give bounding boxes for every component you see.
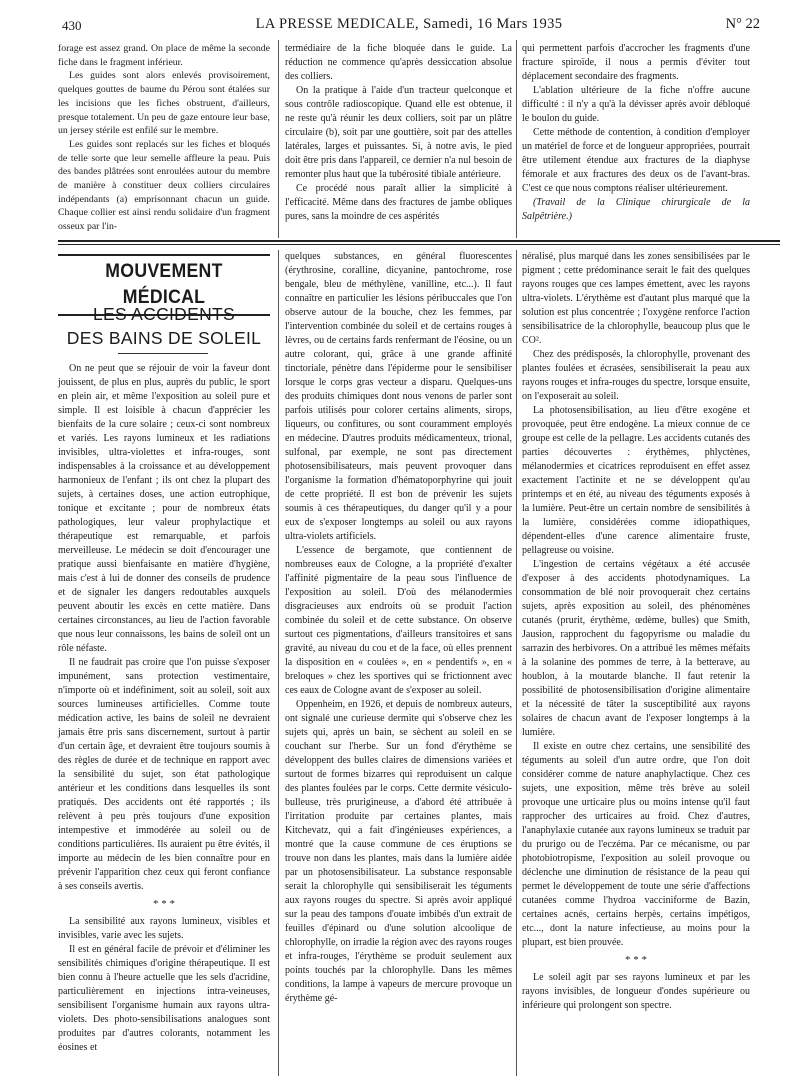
paragraph: néralisé, plus marqué dans les zones sensibilisées par le pigment ; cette prédominance serait le fait des quelques rayons rouges que ces lampes émettent, avec les rayons ultra-violets. L'érythème est d'autant plus marqué que la solution est plus concentrée ; l'oxygène renforce l'action sensibilisatrice de la chlorophylle, beaucoup plus que le CO². (522, 251, 750, 346)
paragraph: Le soleil agit par ses rayons lumineux et par les rayons invisibles, de longueur d'ondes supérieure ou inférieure qui prolongent son spectre. (522, 972, 750, 1011)
paragraph: Les guides sont replacés sur les fiches et bloqués de telle sorte que leur semelle affleure la peau. Puis des bandes plâtrées sont enroulées autour du membre de manière à constituer deux colliers circulaires indépendants (a) emprisonnant chacun un guide. Chaque collier est ainsi rendu solidaire d'un fragment osseux par l'in- (58, 138, 270, 233)
paragraph: Il existe en outre chez certains, une sensibilité des téguments au soleil d'un autre ordre, que l'on doit considérer comme de nature anaphylactique. Chez ces sujets, une exposition, même très brève au soleil provoque une urticaire plus ou moins intense qu'il faut rapprocher des urticaires au froid. Chez d'autres, l'anaphylaxie cutanée aux rayons lumineux se traduit par du prurigo ou de l'eczéma. Par ce mécanisme, ou par photobiotropisme, l'exposition au soleil provoque ou déclenche une diminution de résistance de la peau qui permet le développement de toute une série d'affections cutanées comme l'hydroa vacciniforme de Bazin, certaines acnés, certains herpès, certains impétigos, etc..., dont la nature infectieuse, au moins pour la plupart, est bien prouvée. (522, 741, 750, 948)
paragraph: La sensibilité aux rayons lumineux, visibles et invisibles, varie avec les sujets. (58, 916, 270, 941)
paragraph: Il est en général facile de prévoir et d'éliminer les sensibilités chimiques d'origine thérapeutique. Il est bien connu à l'heure actuelle que les sels d'acridine, particulièrement en injections intra-veineuses, sensibilisent l'organisme humain aux rayons ultra-violets. Des photo-sensibilisations analogues sont produites par d'autres colorants, notamment les éosines et (58, 944, 270, 1053)
running-head (58, 12, 760, 34)
article-title (58, 302, 270, 350)
paragraph: forage est assez grand. On place de même la seconde fiche dans le fragment inférieur. (58, 43, 270, 68)
section-separator-stars: * * * (153, 898, 175, 910)
top-article-column-3 (522, 42, 750, 224)
paragraph: On ne peut que se réjouir de voir la faveur dont jouissent, de plus en plus, auprès du public, le sport en plein air, et même l'exposition au soleil pure et simple. Il est loisible à chacun d'apprécier les bienfaits de la cure solaire ; ceux-ci sont nombreux et variés. Les rayons lumineux et les radiations invisibles, ultra-violettes et infra-rouges, sont indispensables à la croissance et au développement harmonieux de l'enfant ; ils ont chez la plupart des sujets, à certaines doses, une action eutrophique, tonique et excitante ; pour de nombreux états pathologiques, leur valeur prophylactique et thérapeutique est remarquable, et parfois merveilleuse. Le médecin se doit d'encourager une pratique aussi bienfaisante en matière d'hygiène, mais c'est à lui de donner des conseils de prudence et de signaler les dangers redoutables auxquels peuvent aboutir les excès en cette matière. Dans certaines circonstances, au lieu de l'action favorable que nous leur connaissons, les bains de soleil ont un rôle néfaste. (58, 363, 270, 654)
page-number: 430 (62, 18, 82, 33)
section-separator-stars: * * * (625, 954, 647, 966)
paragraph: Oppenheim, en 1926, et depuis de nombreux auteurs, ont signalé une curieuse dermite qui s'observe chez les sujets qui, après un bain, se sèchent au soleil en se couchant sur l'herbe. Sur un fond d'érythème se développent des bulles claires de dimensions variées et surtout de formes bizarres qui reproduisent un calque des plantes foulées par le corps. Cette dermite vésiculo-bulleuse, très prurigineuse, a d'abord été attribuée à l'irritation produite par certaines plantes, mais Kitchevatz, qui a fait d'ingénieuses expériences, a montré que la cause commune de ces éruptions se trouve non dans les plantes, mais dans la lumière aidée par un photosensibilisateur. La substance responsable serait la chlorophylle qui sensibiliserait les téguments aux rayons rouges du spectre. Si après avoir appliqué sur la peau des tampons d'ouate imbibés d'un extrait de feuilles d'épinard ou d'une solution alcoolique de chlorophylle, on irradie la région avec des rayons rouges et infra-rouges, l'érythème se produit seulement aux points touchés par la chlorophylle. Dans les mêmes conditions, la lampe à vapeurs de mercure provoque un érythème gé- (285, 699, 512, 1004)
paragraph: Ce procédé nous paraît allier la simplicité à l'efficacité. Même dans des fractures de jambe obliques pures, sans la moindre de ces aspérités (285, 183, 512, 222)
article-column-1 (58, 362, 270, 1055)
paragraph: L'essence de bergamote, que contiennent de nombreuses eaux de Cologne, a la propriété d'exalter l'affinité pigmentaire de la peau sous l'influence de l'exposition au soleil. D'où des mélanodermies disgracieuses aux endroits où se produit l'action combinée du soleil et de cette substance. On observe surtout ces pigmentations, d'ailleurs transitoires et sans gravité, au niveau du cou et de la face, où elles prennent la disposition en « coulées », en « pendentifs », en « breloques » chez les sportives qui se frictionnent avec ces eaux de Cologne avant de s'exposer au soleil. (285, 545, 512, 696)
column-divider (278, 40, 279, 238)
article-credit: (Travail de la Clinique chirurgicale de la Salpêtrière.) (522, 197, 750, 222)
paragraph: qui permettent parfois d'accrocher les fragments d'une fracture spiroïde, il nous a permis d'éviter tout déplacement secondaire des fragments. (522, 43, 750, 82)
paragraph: On la pratique à l'aide d'un tracteur quelconque et sous contrôle radioscopique. Quand elle est obtenue, il ne reste qu'à réunir les deux colliers, soit par un plâtre circulaire (b), soit par une gouttière, soit par des attelles latérales, larges et puissantes. Si, à notre avis, le pied doit être pris dans l'appareil, ce dernier n'a nul besoin de remonter plus haut que la tubérosité tibiale antérieure. (285, 85, 512, 180)
issue-number: N° 22 (725, 16, 760, 32)
top-article-column-2 (285, 42, 512, 224)
paragraph: L'ablation ultérieure de la fiche n'offre aucune difficulté : il n'y a qu'à la dévisser après avoir débloqué le boulon du guide. (522, 85, 750, 124)
article-title-line-1: LES ACCIDENTS (93, 304, 235, 324)
paragraph: Cette méthode de contention, à condition d'employer un matériel de force et de longueur appropriées, pourrait être utilement étendue aux fractures de la diaphyse fémorale et aux fractures des deux os de l'avant-bras. C'est ce que nous comptons réaliser ultérieurement. (522, 127, 750, 194)
top-article-column-1 (58, 42, 270, 234)
paragraph: termédiaire de la fiche bloquée dans le guide. La réduction ne commence qu'après dessiccation absolue des colliers. (285, 43, 512, 82)
title-rule (118, 353, 208, 354)
column-divider (278, 250, 279, 1076)
column-divider (516, 250, 517, 1076)
article-column-2 (285, 250, 512, 1006)
article-column-3 (522, 250, 750, 1013)
section-rule (58, 240, 780, 242)
column-divider (516, 40, 517, 238)
paragraph: Chez des prédisposés, la chlorophylle, provenant des plantes foulées et écrasées, sensibiliserait la peau aux rayons rouges et infra-rouges du spectre, lorsque ensuite, on l'exposerait au soleil. (522, 349, 750, 402)
rubric-title: MOUVEMENT MÉDICAL (105, 261, 223, 308)
paragraph: La photosensibilisation, au lieu d'être exogène et provoquée, peut être endogène. La mieux connue de ce groupe est celle de la pellagre. Les accidents cutanés des parties découvertes : érythèmes, phlyctènes, mélanodermies et cicatrices reproduisent en effet assez exactement l'actinite et ne se développent qu'au printemps et en été, au niveau des téguments exposés à la lumière. Peut-être un certain nombre de sensibilités à la lumière, considérées comme idiopathiques, dépendent-elles d'une carence alimentaire fruste, pellagreuse ou voisine. (522, 405, 750, 556)
paragraph: quelques substances, en général fluorescentes (érythrosine, coralline, dicyanine, pantochrome, rose bengale, bleu de méthylène, vanilline, etc...). Il faut connaître en particulier les lésions péribuccales que l'on observe autour de la bouche, chez les femmes, par l'intervention combinée du soleil et de certains rouges à lèvres, ou de certains fards renfermant de l'éosine, ou un autre colorant, qui, grâce à une grande affinité tinctoriale, pénètre dans l'épiderme pour le sensibiliser lorsque le corps gras vecteur a disparu. Quelques-uns des produits chimiques dont nous venons de parler sont parfois utilisés pour colorer certains aliments, sirops, liqueurs, ou confitures, ou sont couramment employés en médecine. D'autres produits médicamenteux, trional, sulfonal, par exemple, ne sont pas directement photosensibilisateurs, mais peuvent provoquer dans l'organisme la formation d'hématoporphyrine qui jouit de cette propriété. Il est bon de prévenir les sujets soumis à ces thérapeutiques, du danger qu'il y a pour eux de s'exposer longtemps au soleil ou aux rayons ultra-violets artificiels. (285, 251, 512, 542)
article-title-line-2: DES BAINS DE SOLEIL (66, 328, 262, 348)
paragraph: L'ingestion de certains végétaux a été accusée d'exposer à des accidents photodynamiques. La consommation de blé noir provoquerait chez certains sujets, après exposition au soleil, des phénomènes cutanés (prurit, érythème, œdème, bulles) que Smith, Jausion, rapprochent du fagopyrisme ou maladie du sarrazin des herbivores. On a attribué les mêmes méfaits à la solanine des pommes de terre, à la betterave, au houblon, à la moutarde blanche. Il faut retenir la possibilité de photosensibilisation d'origine alimentaire et la nécessité de tâter la susceptibilité aux rayons solaires de chacun avant de l'exposer longtemps à la lumière. (522, 559, 750, 738)
paragraph: Il ne faudrait pas croire que l'on puisse s'exposer impunément, sans protection vestimentaire, n'importe où et indéfiniment, soit au soleil, soit aux sources lumineuses artificielles. Comme toute médication active, les bains de soleil ne devraient jamais être pris sans discernement, surtout à partir d'un certain âge, et devraient être toujours soumis à des règles de durée et de technique en rapport avec la sensibilité du sujet, son état pathologique antérieur et les conditions dans lesquelles ils sont pratiqués. Des accidents ont été rapportés ; ils relèvent à peu près toujours d'une exposition intempestive et immodérée au soleil ou de conditions particulières. Ils auraient pu être évités, il importe au médecin de les bien connaître pour en prévenir l'apparition chez ceux qui feront confiance à ses conseils avertis. (58, 657, 270, 892)
journal-title: LA PRESSE MEDICALE, Samedi, 16 Mars 1935 (255, 16, 563, 32)
paragraph: Les guides sont alors enlevés provisoirement, quelques gouttes de baume du Pérou sont étalées sur les incisions que les fiches obstruent, d'ailleurs, presque totalement. Un peu de gaze entoure leur base, un jersey stérile est enfilé sur le membre. (58, 70, 270, 137)
section-rule (58, 244, 780, 245)
